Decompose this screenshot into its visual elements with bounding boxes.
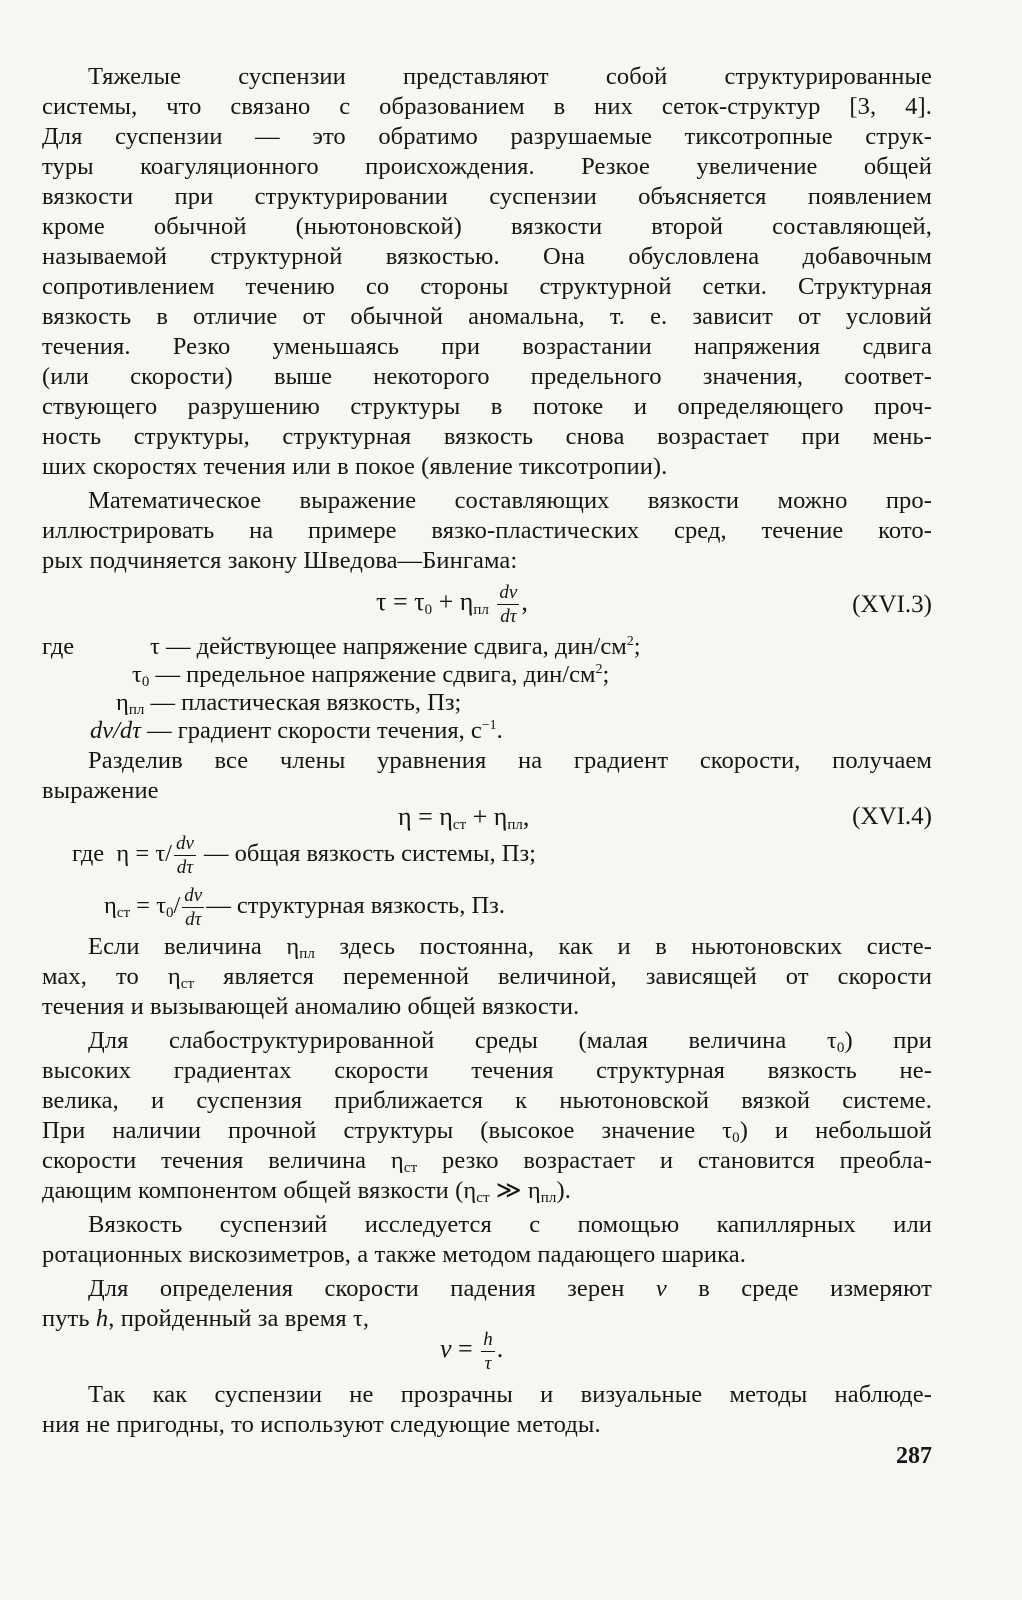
text-line: течения и вызывающей аномалию общей вязкости. xyxy=(42,993,580,1020)
text-line: Для суспензии — это обратимо разрушаемые тиксотропные струк- xyxy=(42,123,932,150)
text-line: высоких градиентах скорости течения структурная вязкость не- xyxy=(42,1057,932,1084)
text-line: вязкость в отличие от обычной аномальна, т. е. зависит от условий xyxy=(42,303,932,330)
text-line: выражение xyxy=(42,777,159,804)
text-line: системы, что связано с образованием в них сеток-структур [3, 4]. xyxy=(42,93,932,120)
text-line: дающим компонентом общей вязкости ($\eta_{ст}$ ≫ $\eta_{пл}$). xyxy=(42,1177,571,1206)
text-line: течения. Резко уменьшаясь при возрастании напряжения сдвига xyxy=(42,333,932,360)
text-line: Разделив все члены уравнения на градиент скорости, получаем xyxy=(88,747,932,774)
text-line: иллюстрировать на примере вязко-пластических сред, течение кото- xyxy=(42,517,932,544)
text-line: мах, то $\eta_{ст}$ является переменной величиной, зависящей от скорости xyxy=(42,963,933,992)
equation-number: (XVI.3) xyxy=(852,591,932,618)
text-line: Вязкость суспензий исследуется с помощью капиллярных или xyxy=(88,1211,932,1238)
text-line: Тяжелые суспензии представляют собой структурированные xyxy=(88,63,932,90)
text-line: При наличии прочной структуры (высокое значение $\tau_0$) и небольшой xyxy=(42,1117,932,1146)
text-line: вязкости при структурировании суспензии объясняется появлением xyxy=(42,183,932,210)
text-line: Для определения скорости падения зерен v в среде измеряют xyxy=(88,1275,932,1302)
fraction: $\frac{h}{\tau}$ xyxy=(483,1328,493,1374)
text-line: ность структуры, структурная вязкость снова возрастает при мень- xyxy=(42,423,932,450)
equation-velocity: v = $\frac{h}{\tau}$ . xyxy=(440,1328,504,1374)
text-line: называемой структурной вязкостью. Она обусловлена добавочным xyxy=(42,243,932,270)
fraction: $\frac{dv}{d\tau}$ xyxy=(175,832,194,878)
definition-item: $\tau_0$ — предельное напряжение сдвига, дин/$см^2$; xyxy=(132,661,610,690)
text-line: Для слабоструктурированной среды (малая величина $\tau_0$) при xyxy=(88,1027,932,1056)
text-line: велика, и суспензия приближается к ньютоновской вязкой системе. xyxy=(42,1087,932,1114)
text-line: ших скоростях течения или в покое (явление тиксотропии). xyxy=(42,453,668,480)
text-line: рых подчиняется закону Шведова—Бингама: xyxy=(42,547,518,574)
text-line: ния не пригодны, то используют следующие методы. xyxy=(42,1411,601,1438)
text-line: Математическое выражение составляющих вязкости можно про- xyxy=(88,487,932,514)
fraction: $\frac{dv}{d\tau}$ xyxy=(499,581,518,627)
text-line: скорости течения величина $\eta_{ст}$ резко возрастает и становится преобла- xyxy=(42,1147,932,1176)
text-line: (или скорости) выше некоторого предельного значения, соответ- xyxy=(42,363,932,390)
text-line: ротационных вискозиметров, а также методом падающего шарика. xyxy=(42,1241,746,1268)
equation-xvi-4: $\eta = \eta_{ст} + \eta_{пл}$, xyxy=(398,802,530,833)
fraction: $\frac{dv}{d\tau}$ xyxy=(184,884,203,930)
text-line: ствующего разрушению структуры в потоке и определяющего проч- xyxy=(42,393,932,420)
equation-number: (XVI.4) xyxy=(852,803,932,830)
text-line: туры коагуляционного происхождения. Резкое увеличение общей xyxy=(42,153,932,180)
text-line: сопротивлением течению со стороны структурной сетки. Структурная xyxy=(42,273,932,300)
text-line: кроме обычной (ньютоновской) вязкости второй составляющей, xyxy=(42,213,932,240)
definition-item: $\eta_{пл}$ — пластическая вязкость, Пз; xyxy=(116,689,462,718)
where-label: где xyxy=(42,633,75,660)
definition-item: dv/dτ — градиент скорости течения, $с^{-1}$. xyxy=(90,717,503,744)
page-number: 287 xyxy=(896,1443,932,1469)
definition-total-viscosity: где η = τ/ $\frac{dv}{d\tau}$ — общая вязкость системы, Пз; xyxy=(72,832,536,878)
text-line: Так как суспензии не прозрачны и визуальные методы наблюде- xyxy=(88,1381,932,1408)
definition-structural-viscosity: $\eta_{ст} = \tau_0/$ $\frac{dv}{d\tau}$ — структурная вязкость, Пз. xyxy=(104,884,505,930)
text-line: Если величина $\eta_{пл}$ здесь постоянна, как и в ньютоновских систе- xyxy=(88,933,932,962)
equation-xvi-3: $\tau = \tau_0 + \eta_{пл}$ $\frac{dv}{d\tau}$ , xyxy=(376,581,528,627)
text-line: путь h, пройденный за время τ, xyxy=(42,1305,370,1332)
definition-item: τ — действующее напряжение сдвига, дин/$см^2$; xyxy=(150,633,641,660)
